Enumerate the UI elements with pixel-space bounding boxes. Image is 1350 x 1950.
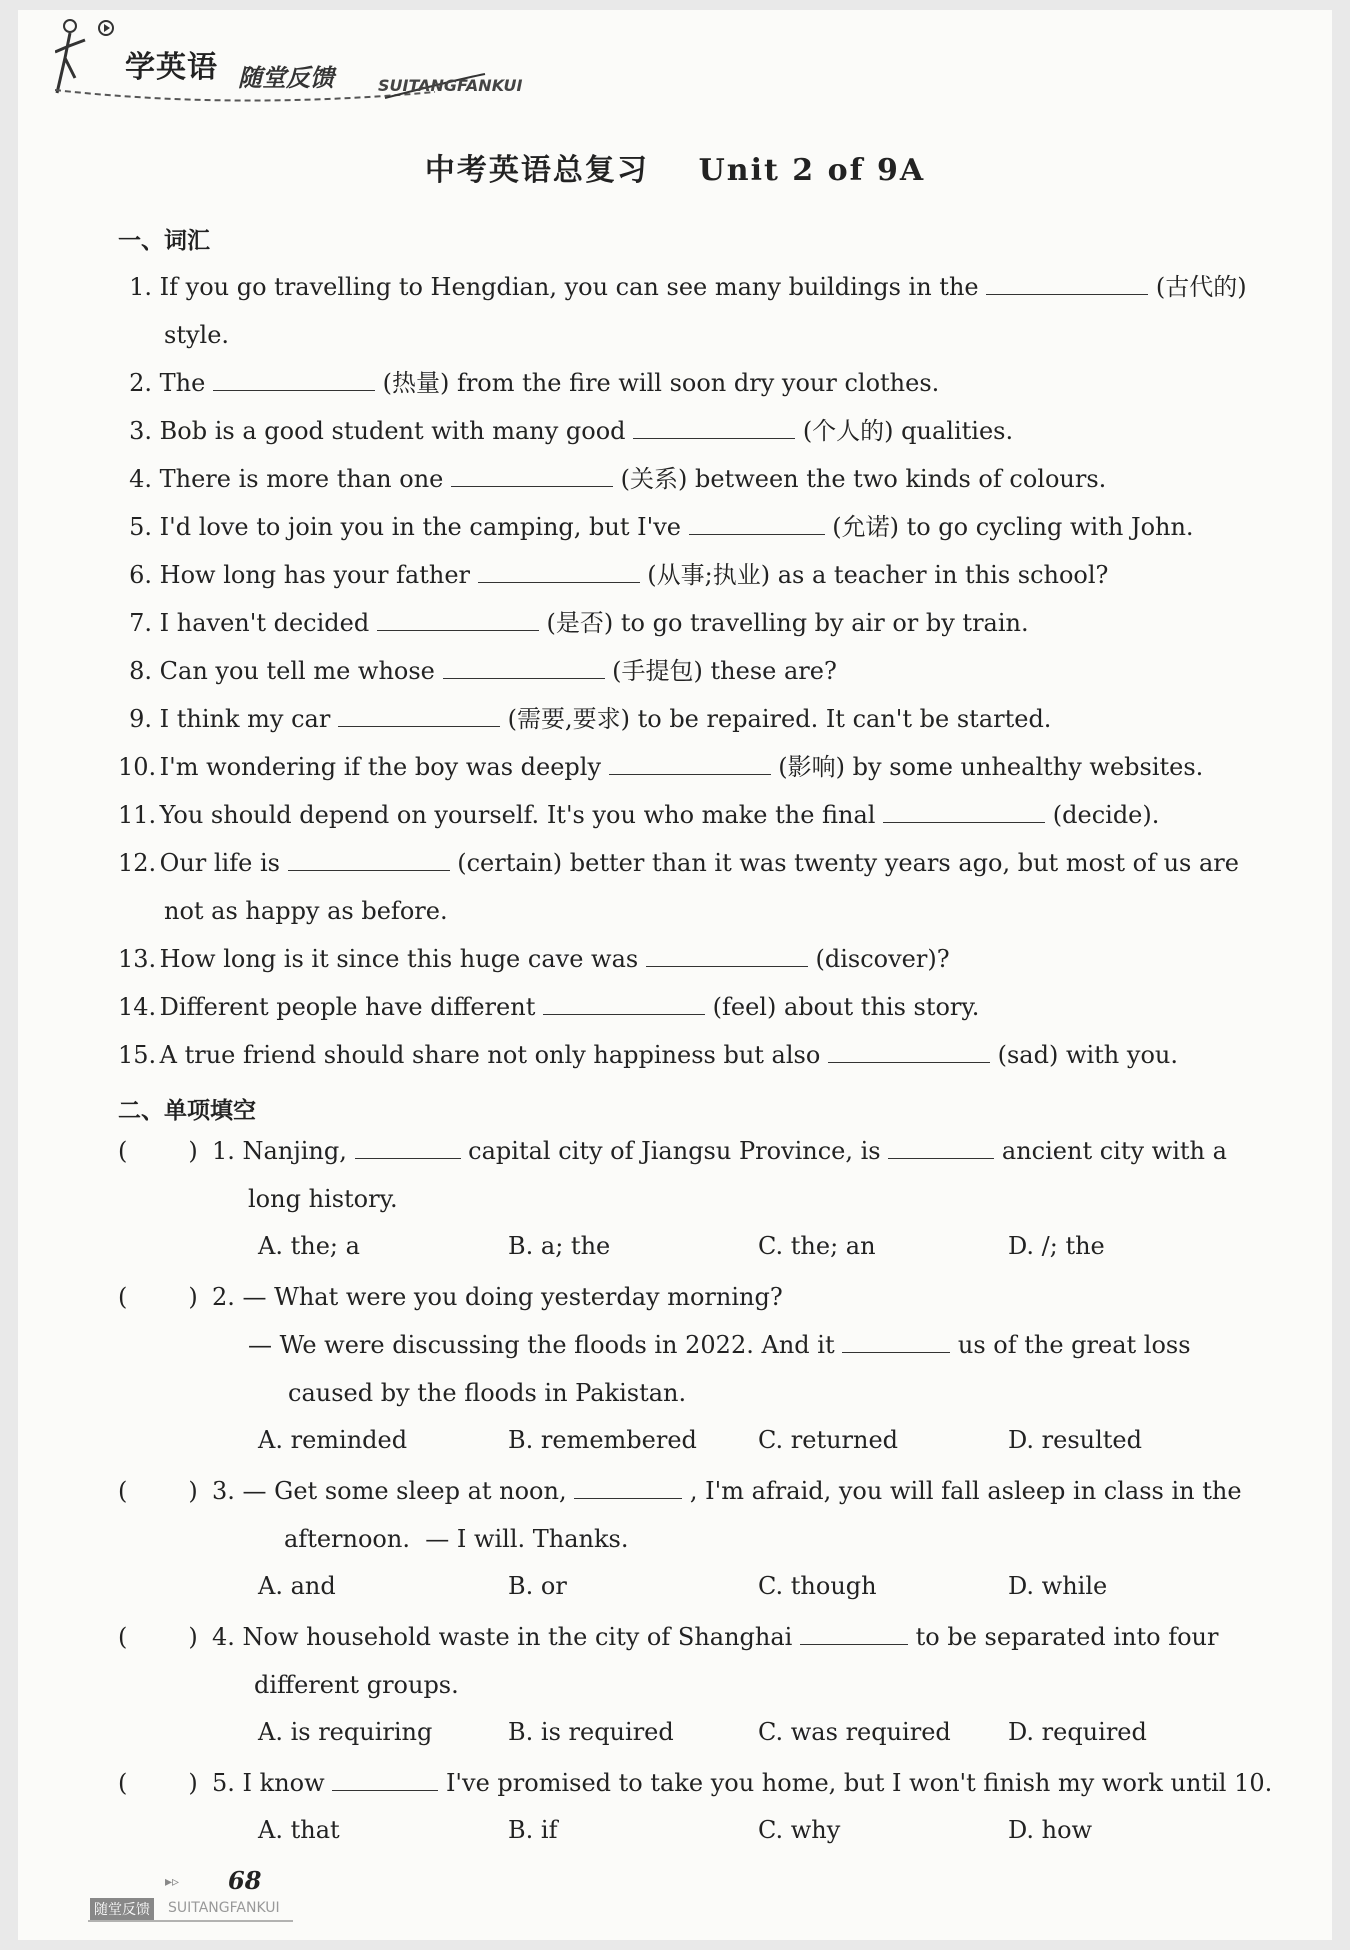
vocab-item-5: 5. I'd love to join you in the camping, but I've (允诺) to go cycling with John. bbox=[129, 513, 1194, 541]
footer-english: SUITANGFANKUI bbox=[168, 1900, 280, 1916]
answer-blank[interactable] bbox=[888, 1136, 994, 1159]
answer-bracket[interactable]: ( ) bbox=[118, 1477, 198, 1505]
vocab-item-13: 13. How long is it since this huge cave was (discover)? bbox=[118, 945, 950, 973]
vocab-item-10: 10. I'm wondering if the boy was deeply (影响) by some unhealthy websites. bbox=[118, 753, 1204, 781]
option-a: A. and bbox=[258, 1572, 336, 1600]
choice-question-1-cont: long history. bbox=[248, 1185, 398, 1213]
page-title: 中考英语总复习 Unit 2 of 9A bbox=[424, 153, 926, 188]
vocab-item-11: 11. You should depend on yourself. It's you who make the final (decide). bbox=[118, 801, 1160, 829]
option-d: D. /; the bbox=[1008, 1232, 1105, 1260]
answer-blank[interactable] bbox=[543, 992, 705, 1015]
vocab-item-14: 14. Different people have different (feel) about this story. bbox=[118, 993, 980, 1021]
answer-blank[interactable] bbox=[443, 656, 605, 679]
option-d: D. required bbox=[1008, 1718, 1147, 1746]
page-number: 68 bbox=[228, 1866, 262, 1895]
logo-english: SUITANGFANKUI bbox=[378, 76, 523, 95]
answer-blank[interactable] bbox=[355, 1136, 461, 1159]
option-a: A. reminded bbox=[258, 1426, 408, 1454]
answer-blank[interactable] bbox=[332, 1768, 438, 1791]
choice-question-2: 2. — What were you doing yesterday morning? bbox=[212, 1283, 783, 1311]
option-d: D. how bbox=[1008, 1816, 1093, 1844]
vocab-item-4: 4. There is more than one (关系) between the two kinds of colours. bbox=[129, 465, 1107, 493]
footer-label: 随堂反馈 bbox=[90, 1898, 154, 1920]
option-a: A. that bbox=[258, 1816, 340, 1844]
answer-blank[interactable] bbox=[646, 944, 808, 967]
answer-blank[interactable] bbox=[451, 464, 613, 487]
option-b: B. if bbox=[508, 1816, 558, 1844]
choice-question-2-line2: — We were discussing the floods in 2022. And it us of the great loss bbox=[248, 1331, 1191, 1359]
answer-blank[interactable] bbox=[338, 704, 500, 727]
page-arrow-icon: ▸▹ bbox=[165, 1874, 180, 1890]
option-a: A. is requiring bbox=[258, 1718, 433, 1746]
vocab-item-7: 7. I haven't decided (是否) to go travelling by air or by train. bbox=[129, 609, 1029, 637]
choice-question-5: 5. I know I've promised to take you home, but I won't finish my work until 10. bbox=[212, 1769, 1273, 1797]
option-d: D. while bbox=[1008, 1572, 1108, 1600]
choice-question-3-cont: afternoon. — I will. Thanks. bbox=[284, 1525, 629, 1553]
answer-blank[interactable] bbox=[842, 1330, 950, 1353]
answer-blank[interactable] bbox=[213, 368, 375, 391]
answer-blank[interactable] bbox=[800, 1622, 908, 1645]
answer-blank[interactable] bbox=[377, 608, 539, 631]
vocab-item-2: 2. The (热量) from the fire will soon dry your clothes. bbox=[129, 369, 940, 397]
vocab-item-15: 15. A true friend should share not only happiness but also (sad) with you. bbox=[118, 1041, 1178, 1069]
vocab-item-3: 3. Bob is a good student with many good (个人的) qualities. bbox=[129, 417, 1014, 445]
answer-blank[interactable] bbox=[828, 1040, 990, 1063]
section-heading-choice: 二、单项填空 bbox=[118, 1098, 256, 1124]
footer-rule bbox=[88, 1920, 293, 1923]
vocab-item-8: 8. Can you tell me whose (手提包) these are? bbox=[129, 657, 837, 685]
vocab-item-12: 12. Our life is (certain) better than it was twenty years ago, but most of us are bbox=[118, 849, 1239, 877]
choice-question-2-cont: caused by the floods in Pakistan. bbox=[288, 1379, 687, 1407]
section-heading-vocab: 一、词汇 bbox=[118, 228, 210, 254]
answer-bracket[interactable]: ( ) bbox=[118, 1769, 198, 1797]
option-a: A. the; a bbox=[258, 1232, 360, 1260]
answer-bracket[interactable]: ( ) bbox=[118, 1137, 198, 1165]
answer-blank[interactable] bbox=[689, 512, 825, 535]
answer-blank[interactable] bbox=[574, 1476, 682, 1499]
option-c: C. returned bbox=[758, 1426, 899, 1454]
vocab-item-1: 1. If you go travelling to Hengdian, you can see many buildings in the (古代的) bbox=[129, 273, 1247, 301]
option-c: C. though bbox=[758, 1572, 877, 1600]
option-c: C. why bbox=[758, 1816, 841, 1844]
choice-question-4-cont: different groups. bbox=[254, 1671, 459, 1699]
option-b: B. or bbox=[508, 1572, 567, 1600]
answer-blank[interactable] bbox=[288, 848, 450, 871]
answer-blank[interactable] bbox=[883, 800, 1045, 823]
logo-subtitle: 随堂反馈 bbox=[238, 64, 334, 92]
option-d: D. resulted bbox=[1008, 1426, 1142, 1454]
vocab-item-1-cont: style. bbox=[164, 321, 230, 349]
answer-bracket[interactable]: ( ) bbox=[118, 1623, 198, 1651]
option-b: B. remembered bbox=[508, 1426, 697, 1454]
option-c: C. the; an bbox=[758, 1232, 876, 1260]
choice-question-3: 3. — Get some sleep at noon, , I'm afraid, you will fall asleep in class in the bbox=[212, 1477, 1242, 1505]
answer-blank[interactable] bbox=[986, 272, 1148, 295]
answer-bracket[interactable]: ( ) bbox=[118, 1283, 198, 1311]
choice-question-1: 1. Nanjing, capital city of Jiangsu Province, is ancient city with a bbox=[212, 1137, 1227, 1165]
logo-title: 学英语 bbox=[125, 50, 218, 85]
option-c: C. was required bbox=[758, 1718, 951, 1746]
vocab-item-9: 9. I think my car (需要,要求) to be repaired. It can't be started. bbox=[129, 705, 1052, 733]
option-b: B. is required bbox=[508, 1718, 674, 1746]
answer-blank[interactable] bbox=[633, 416, 795, 439]
answer-blank[interactable] bbox=[609, 752, 771, 775]
vocab-item-12-cont: not as happy as before. bbox=[164, 897, 448, 925]
option-b: B. a; the bbox=[508, 1232, 611, 1260]
choice-question-4: 4. Now household waste in the city of Shanghai to be separated into four bbox=[212, 1623, 1219, 1651]
answer-blank[interactable] bbox=[478, 560, 640, 583]
vocab-item-6: 6. How long has your father (从事;执业) as a teacher in this school? bbox=[129, 561, 1109, 589]
